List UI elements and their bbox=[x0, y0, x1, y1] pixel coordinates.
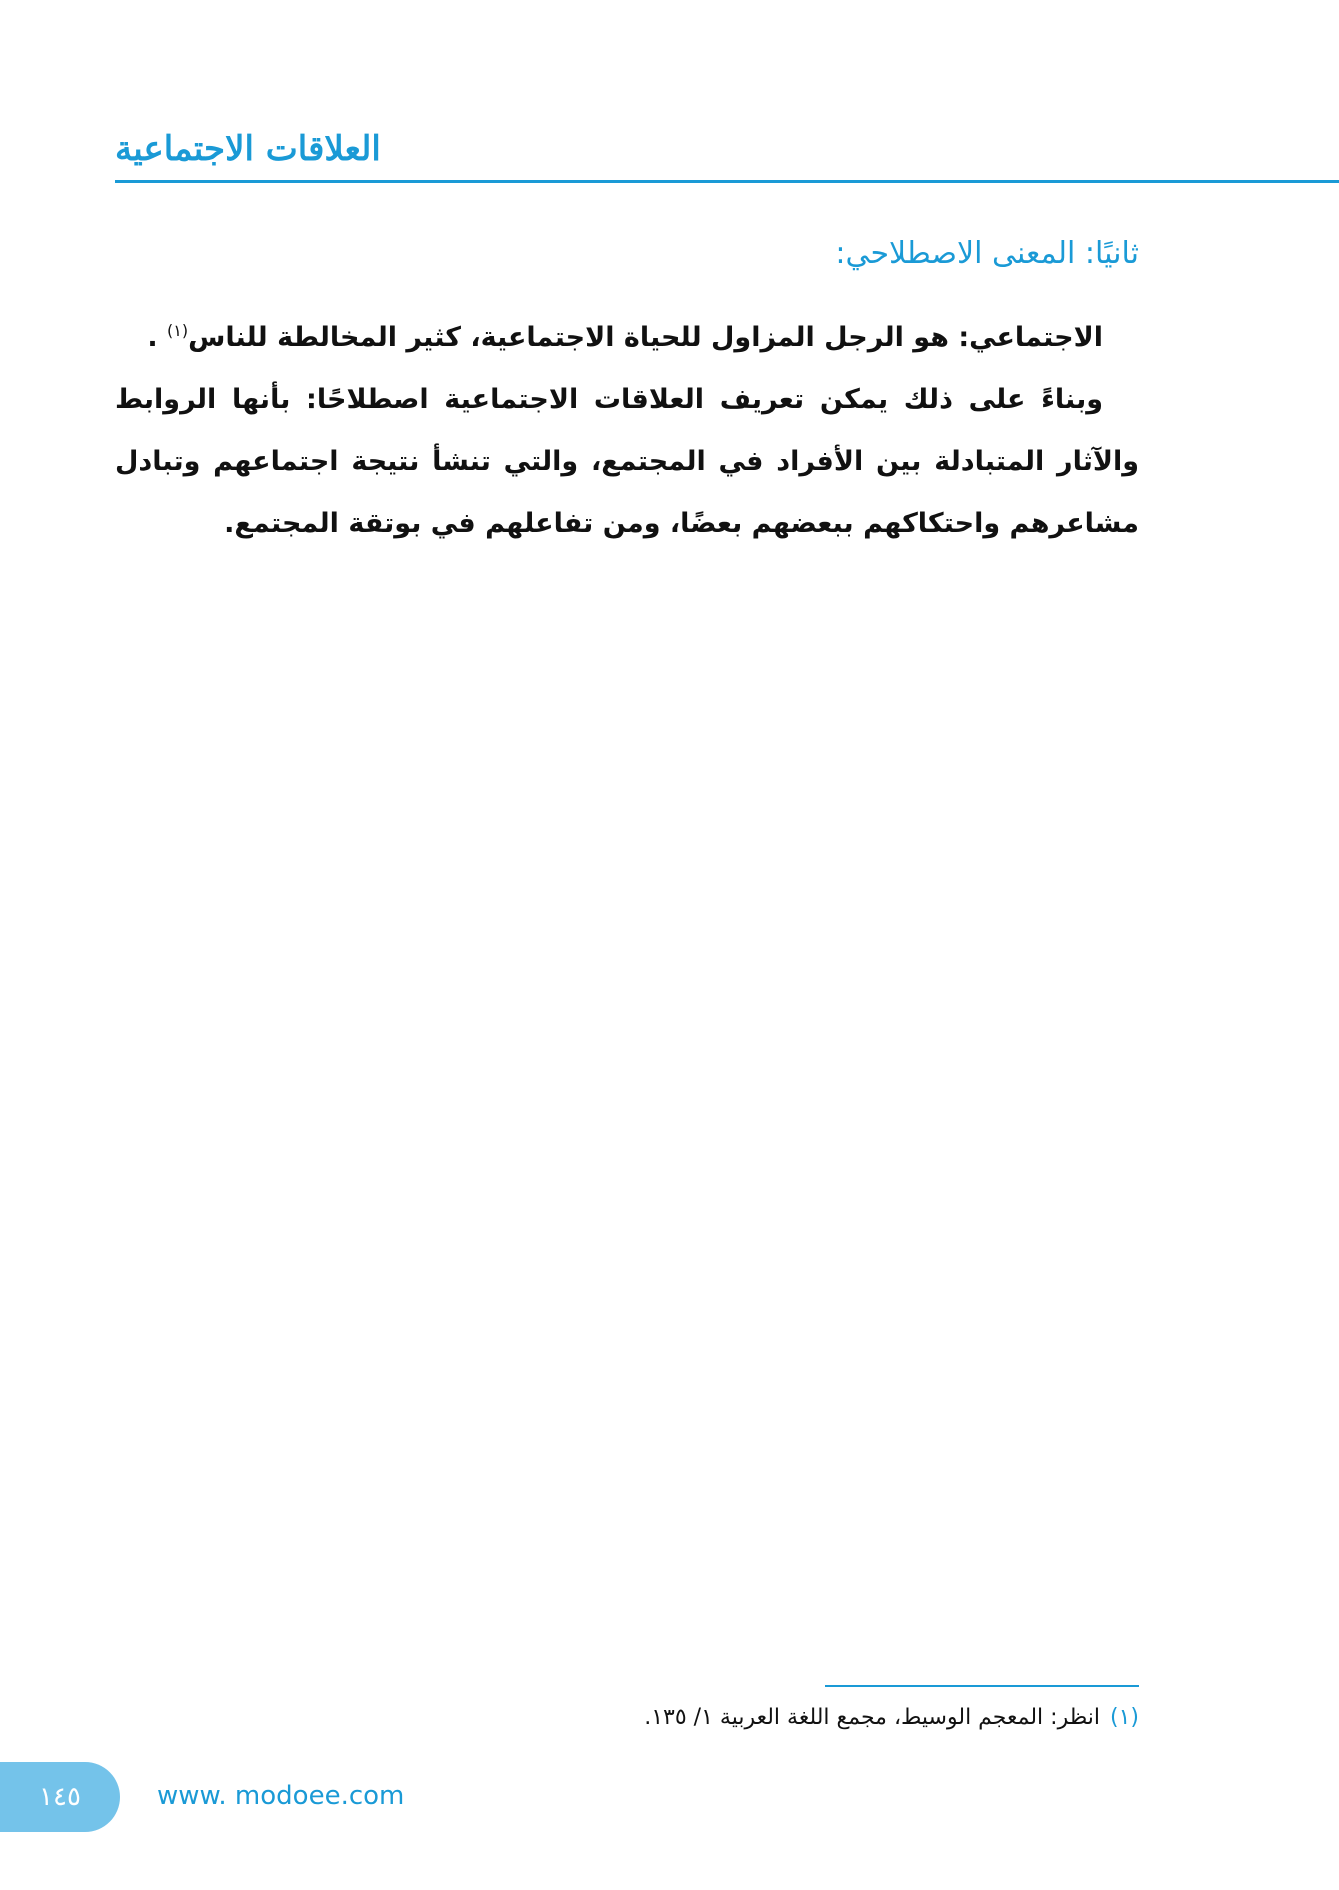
website-link[interactable]: www. modoee.com bbox=[157, 1781, 405, 1811]
page-number-label: ١٤٥ bbox=[39, 1782, 81, 1812]
paragraph-definition bbox=[115, 300, 1139, 369]
footnote-rule bbox=[825, 1685, 1139, 1687]
paragraph-definition-text: الاجتماعي: هو الرجل المزاول للحياة الاجتماعية، كثير المخالطة للناس bbox=[188, 322, 1103, 353]
footnote-text: انظر: المعجم الوسيط، مجمع اللغة العربية ١/ ١٣٥. bbox=[644, 1705, 1100, 1730]
page-number bbox=[0, 1762, 120, 1832]
header-rule bbox=[115, 180, 1339, 183]
header-title: العلاقات الاجتماعية bbox=[115, 129, 381, 169]
paragraph-terminology: وبناءً على ذلك يمكن تعريف العلاقات الاجتماعية اصطلاحًا: بأنها الروابط والآثار المتبادلة بين الأفراد في المجتمع، والتي تنشأ نتيجة اجتماعهم وتبادل مشاعرهم واحتكاكهم ببعضهم بعضًا، ومن تفاعلهم في بوتقة المجتمع. bbox=[115, 384, 1139, 539]
footnote-number: (١) bbox=[1109, 1705, 1139, 1730]
paragraph-definition-end: . bbox=[147, 322, 158, 353]
body-text bbox=[115, 300, 1139, 555]
footnote-reference[interactable]: (١) bbox=[167, 321, 189, 340]
footnote bbox=[644, 1700, 1139, 1736]
section-heading: ثانيًا: المعنى الاصطلاحي: bbox=[835, 236, 1139, 271]
